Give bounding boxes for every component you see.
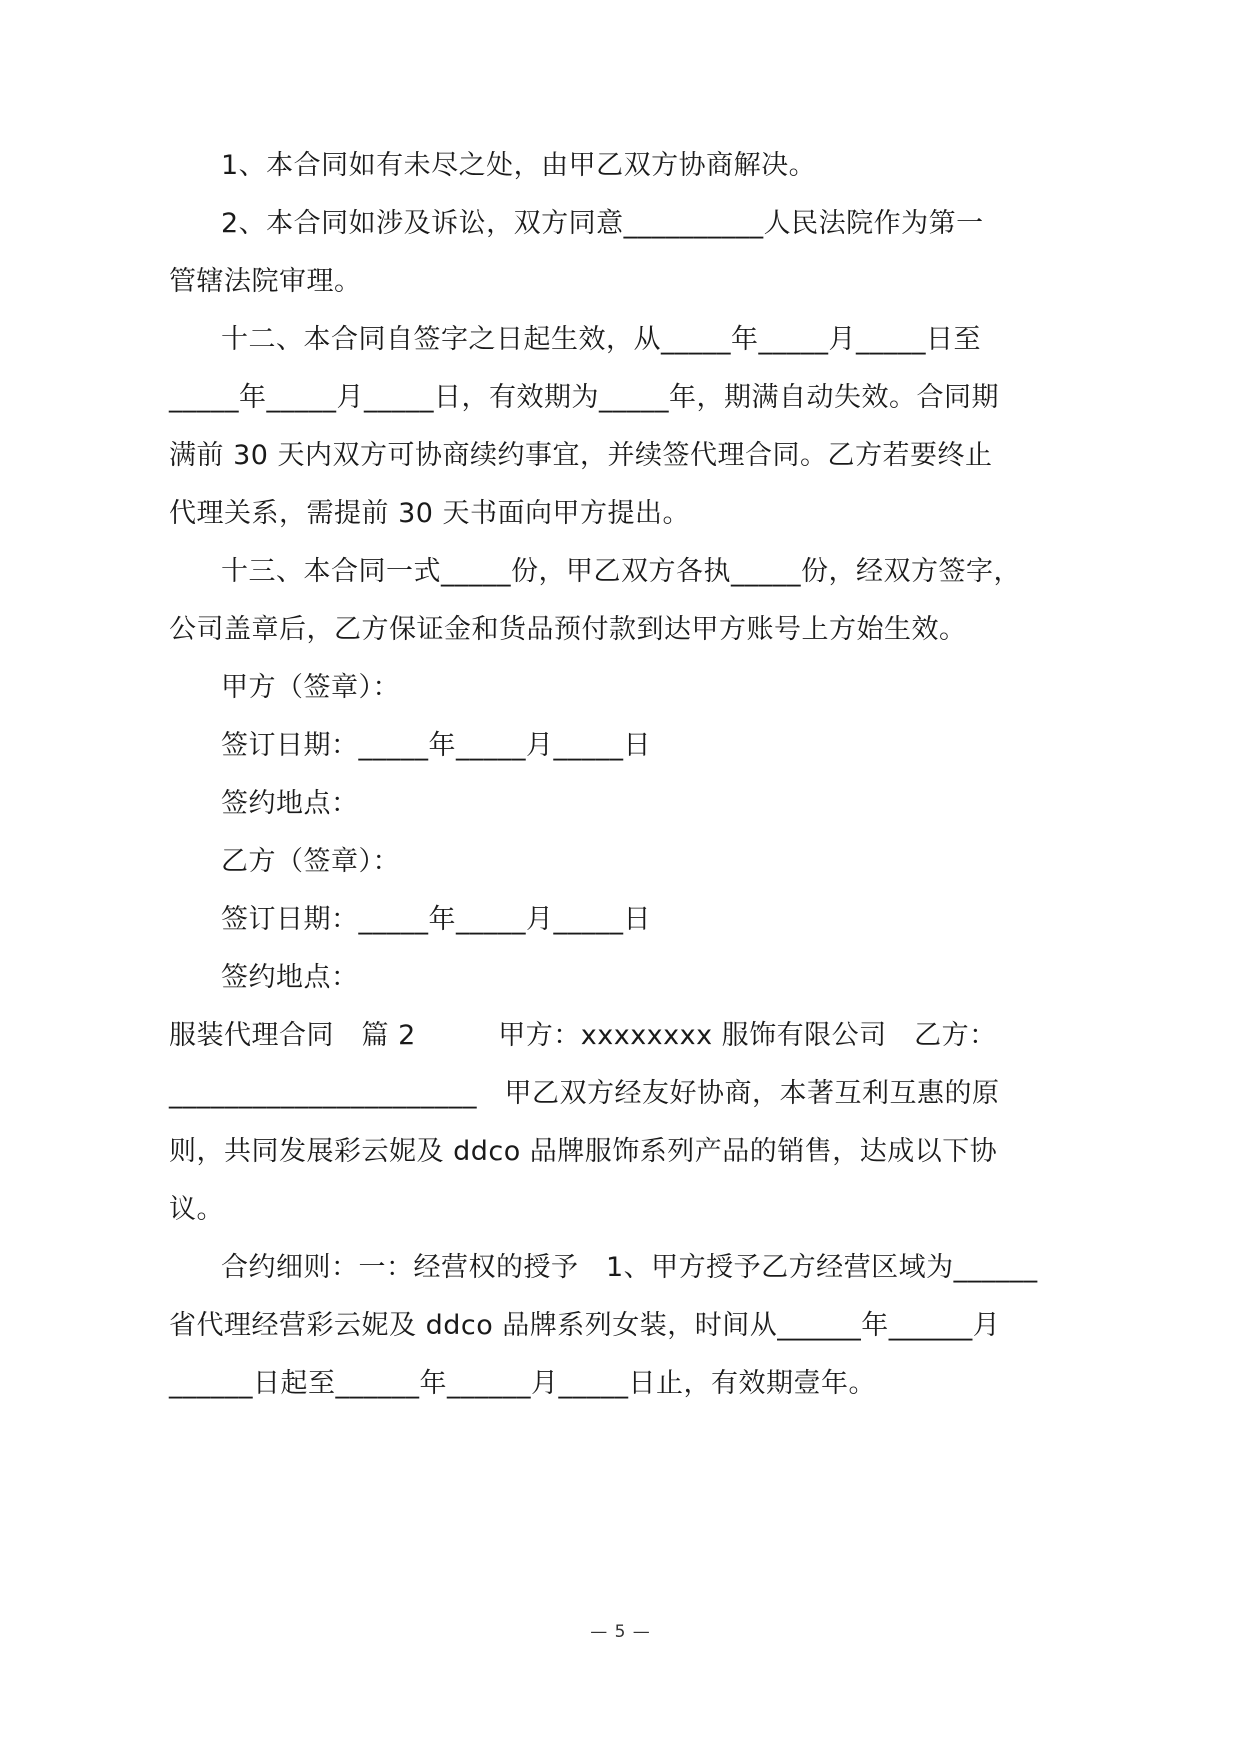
clause-2-line-1: 2、本合同如涉及诉讼，双方同意__________人民法院作为第一	[221, 208, 984, 239]
party-a-signature-line: 甲方（签章）：	[221, 672, 400, 703]
party-b-signature-line: 乙方（签章）：	[221, 846, 400, 877]
article-13-line-1: 十三、本合同一式_____份，甲乙双方各执_____份，经双方签字，	[221, 556, 1021, 587]
section-2-intro-line-3: 议。	[169, 1194, 224, 1225]
party-a-sign-date-line: 签订日期：_____年_____月_____日	[221, 730, 651, 761]
article-12-line-1: 十二、本合同自签字之日起生效，从_____年_____月_____日至	[221, 324, 981, 355]
section-2-intro-line-2: 则，共同发展彩云妮及 ddco 品牌服饰系列产品的销售，达成以下协	[169, 1136, 998, 1167]
article-12-line-3: 满前 30 天内双方可协商续约事宜，并续签代理合同。乙方若要终止	[169, 440, 993, 471]
section-2-heading-line: 服装代理合同 篇 2 甲方：xxxxxxxx 服饰有限公司 乙方：	[169, 1020, 997, 1051]
party-b-sign-place-line: 签约地点：	[221, 962, 359, 993]
article-13-line-2: 公司盖章后，乙方保证金和货品预付款到达甲方账号上方始生效。	[169, 614, 967, 645]
party-a-sign-place-line: 签约地点：	[221, 788, 359, 819]
clause-2-line-2: 管辖法院审理。	[169, 266, 362, 297]
page-number: — 5 —	[590, 1622, 651, 1642]
clause-1-line: 1、本合同如有未尽之处，由甲乙双方协商解决。	[221, 150, 817, 181]
article-12-line-4: 代理关系，需提前 30 天书面向甲方提出。	[169, 498, 691, 529]
terms-line-3: ______日起至______年______月_____日止，有效期壹年。	[169, 1368, 876, 1399]
terms-line-2: 省代理经营彩云妮及 ddco 品牌系列女装，时间从______年______月	[169, 1310, 1001, 1341]
terms-line-1: 合约细则：一：经营权的授予 1、甲方授予乙方经营区域为______	[221, 1252, 1038, 1283]
section-2-intro-line-1: ______________________ 甲乙双方经友好协商，本著互利互惠的原	[169, 1078, 1000, 1109]
article-12-line-2: _____年_____月_____日，有效期为_____年，期满自动失效。合同期	[169, 382, 999, 413]
party-b-sign-date-line: 签订日期：_____年_____月_____日	[221, 904, 651, 935]
